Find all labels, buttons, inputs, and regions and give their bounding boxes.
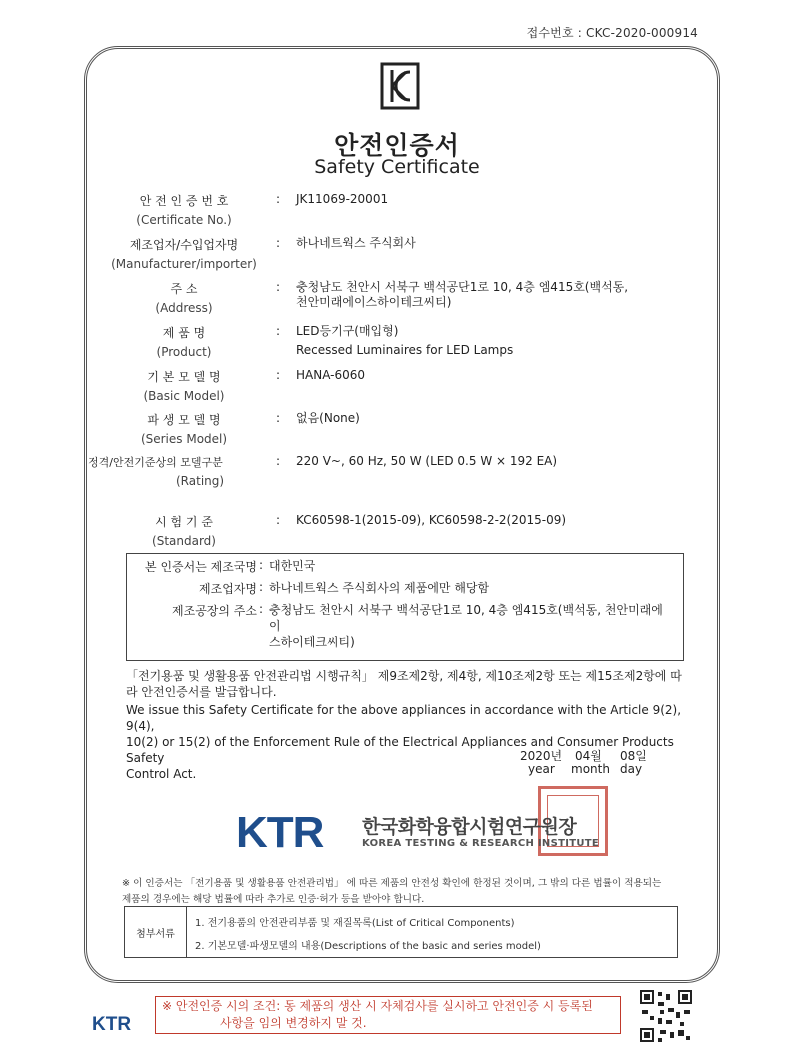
factory-value-line2: 스하이테크씨티): [269, 635, 355, 649]
field-label-en: (Basic Model): [143, 389, 225, 403]
field-value-line2: 천안미래에이스하이테크씨티): [296, 295, 452, 309]
field-value-line2: Recessed Luminaires for LED Lamps: [296, 343, 514, 357]
field-value: 하나네트웍스 주식회사: [296, 236, 416, 250]
field-label: 파 생 모 델 명: [147, 413, 221, 427]
receipt-number: 접수번호 : CKC-2020-000914: [526, 26, 698, 40]
field-label: 기 본 모 델 명: [147, 370, 221, 384]
statement-en-line: Control Act.: [126, 767, 197, 781]
field-label-en: (Certificate No.): [136, 213, 232, 227]
country-label: 본 인증서는 제조국명: [145, 560, 257, 574]
date-day: 08일: [620, 749, 647, 763]
ktr-logo: KTR: [236, 808, 324, 857]
statement-ko-line: 「전기용품 및 생활용품 안전관리법 시행규칙」 제9조제2항, 제4항, 제10조제2항 또는 제15조제2항에 따: [126, 669, 682, 683]
date-month-label: month: [571, 762, 610, 776]
field-label-en: (Series Model): [140, 432, 228, 446]
field-value: LED등기구(매입형): [296, 324, 399, 338]
title-korean: 안전인증서: [334, 131, 460, 160]
field-value: JK11069-20001: [296, 192, 389, 206]
origin-box: 본 인증서는 제조국명 : 대한민국 제조업자명 : 하나네트웍스 주식회사의 제품에만 해당함 제조공장의 주소 : 충청남도 천안시 서북구 백석공단1로 10, 4층 엠415호(백석동, 천안미래에이 스하이테크씨티): [126, 553, 684, 661]
date-year-label: year: [528, 762, 555, 776]
footer-ktr-logo: KTR: [92, 1014, 132, 1035]
field-label: 시 험 기 준: [155, 515, 213, 529]
date-month: 04월: [575, 749, 602, 763]
note-line: 제품의 경우에는 해당 법률에 따라 추가로 인증·허가 등을 받아야 합니다.: [122, 894, 425, 905]
field-value: 220 V~, 60 Hz, 50 W (LED 0.5 W × 192 EA): [296, 454, 558, 468]
field-label-en: (Product): [156, 345, 212, 359]
field-label: 정격/안전기준상의 모델구분: [88, 456, 223, 469]
field-value: 충청남도 천안시 서북구 백석공단1로 10, 4층 엠415호(백석동,: [296, 280, 629, 294]
attachment-item: 1. 전기용품의 안전관리부품 및 재질목록(List of Critical Components): [195, 918, 515, 929]
field-label-en: (Rating): [176, 474, 225, 488]
field-label: 제 품 명: [162, 326, 206, 340]
field-label-en: (Standard): [152, 534, 216, 548]
attachments-table: [124, 906, 678, 958]
field-label: 제조업자/수입업자명: [129, 238, 239, 252]
maker-value: 하나네트웍스 주식회사의 제품에만 해당함: [269, 581, 490, 595]
condition-line: ※ 안전인증 시의 조건: 동 제품의 생산 시 자체검사를 실시하고 안전인증 시 등록된: [162, 999, 593, 1013]
qr-code-icon: [640, 990, 692, 1042]
certification-condition: [155, 996, 621, 1034]
issuer-name-english: KOREA TESTING & RESEARCH INSTITUTE: [362, 838, 600, 849]
statement-en-line: 10(2) or 15(2) of the Enforcement Rule of the Electrical Appliances and Consumer Products Safety: [126, 735, 674, 765]
title-english: Safety Certificate: [314, 156, 480, 178]
field-label: 안 전 인 증 번 호: [139, 194, 229, 208]
statement-korean: [126, 668, 686, 700]
attachment-item: 2. 기본모델·파생모델의 내용(Descriptions of the basic and series model): [195, 941, 541, 952]
field-value: 없음(None): [296, 411, 360, 425]
condition-line: 사항을 임의 변경하지 말 것.: [220, 1016, 367, 1030]
field-value: KC60598-1(2015-09), KC60598-2-2(2015-09): [296, 513, 567, 527]
legal-note: [122, 876, 688, 908]
maker-label: 제조업자명: [199, 582, 257, 596]
factory-value: 충청남도 천안시 서북구 백석공단1로 10, 4층 엠415호(백석동, 천안미래에이: [269, 603, 663, 633]
statement-ko-line: 라 안전인증서를 발급합니다.: [126, 685, 277, 699]
issuer-name-korean: 한국화학융합시험연구원장: [362, 816, 577, 838]
field-label: 주 소: [170, 282, 198, 296]
statement-en-line: We issue this Safety Certificate for the above appliances in accordance with the Article 9(2), 9(4),: [126, 703, 682, 733]
field-label-en: (Address): [155, 301, 213, 315]
attachments-header: 첨부서류: [125, 907, 187, 957]
kc-mark-icon: [380, 62, 420, 110]
country-value: 대한민국: [269, 559, 316, 573]
field-value: HANA-6060: [296, 368, 366, 382]
note-line: ※ 이 인증서는 「전기용품 및 생활용품 안전관리법」 에 따른 제품의 안전성 확인에 한정된 것이며, 그 밖의 다른 법률이 적용되는: [122, 878, 662, 889]
date-day-label: day: [620, 762, 643, 776]
factory-label: 제조공장의 주소: [172, 604, 257, 618]
date-year: 2020년: [520, 749, 563, 763]
field-label-en: (Manufacturer/importer): [111, 257, 257, 271]
